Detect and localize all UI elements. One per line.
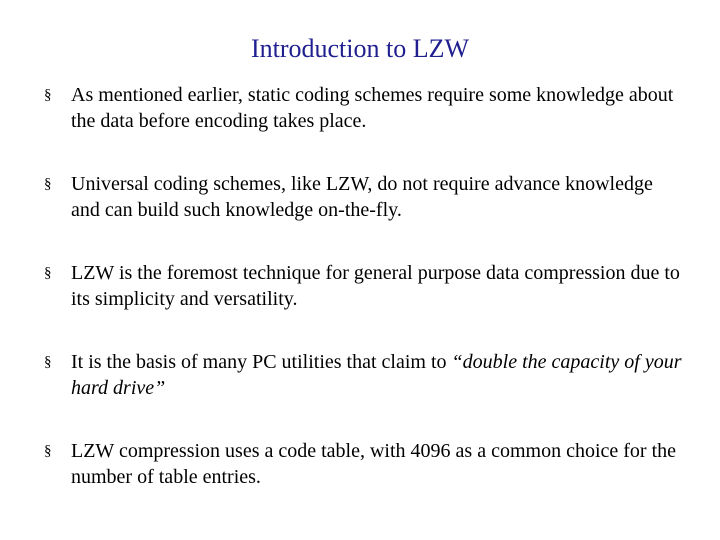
bullet-item-3 — [44, 260, 684, 312]
bullet-marker-icon: § — [44, 354, 52, 370]
bullet-marker-icon: § — [44, 176, 52, 192]
bullet-emphasis-text: “double the capacity of your hard drive” — [71, 351, 682, 399]
bullet-marker-icon: § — [44, 87, 52, 103]
bullet-text: As mentioned earlier, static coding schemes require some knowledge about the data before encoding takes place. — [71, 84, 674, 132]
bullet-item-1 — [44, 82, 684, 134]
bullet-text: Universal coding schemes, like LZW, do not require advance knowledge and can build such knowledge on-the-fly. — [71, 173, 653, 221]
bullet-text: LZW is the foremost technique for general purpose data compression due to its simplicity and versatility. — [71, 262, 680, 310]
bullet-item-2 — [44, 171, 684, 223]
bullet-item-5 — [44, 438, 684, 490]
slide-title: Introduction to LZW — [250, 34, 470, 63]
bullet-list — [44, 82, 684, 490]
bullet-marker-icon: § — [44, 443, 52, 459]
bullet-text: It is the basis of many PC utilities that claim to — [71, 351, 452, 373]
bullet-text: LZW compression uses a code table, with 4096 as a common choice for the number of table entries. — [71, 440, 677, 488]
bullet-item-4 — [44, 349, 684, 401]
bullet-marker-icon: § — [44, 265, 52, 281]
